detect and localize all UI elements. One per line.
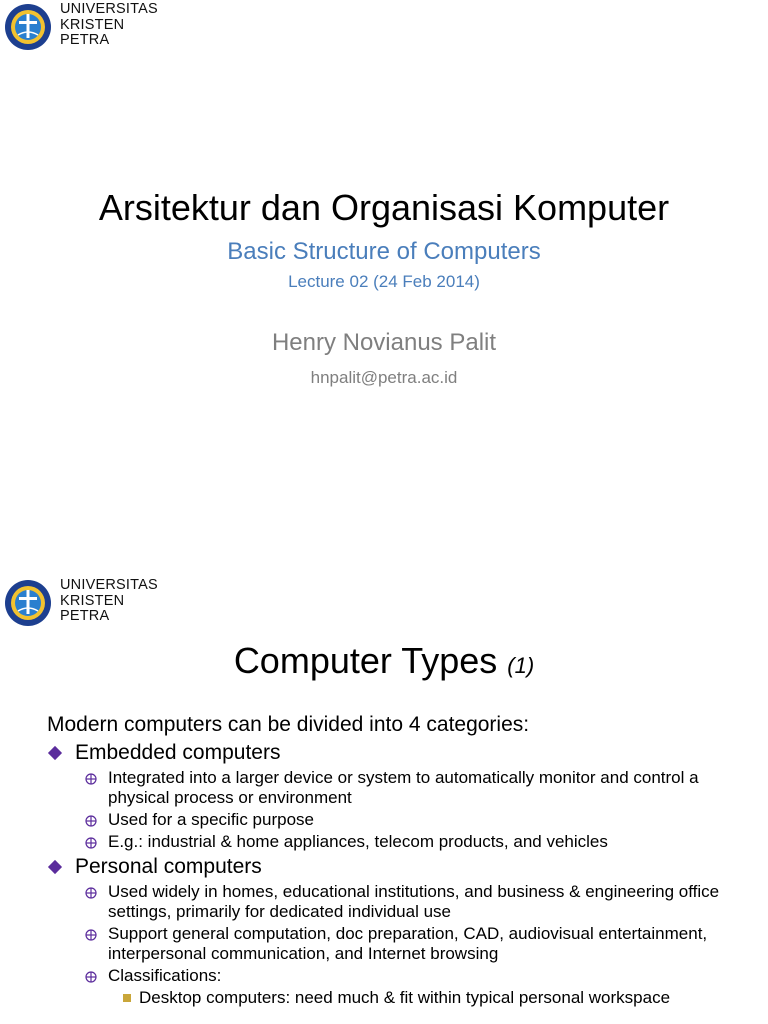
- bullet-level2: [85, 832, 747, 852]
- content-slide: [0, 576, 768, 1024]
- circled-cross-bullet-icon: [85, 815, 97, 827]
- bullet-level1: [47, 854, 747, 880]
- section-label: Embedded computers: [75, 741, 281, 764]
- author-name: Henry Novianus Palit: [271, 329, 497, 356]
- bullet-level2: [85, 966, 747, 986]
- logo-line: KRISTEN: [60, 16, 125, 33]
- bullet-level2: [85, 768, 747, 808]
- bullet-level1: [47, 740, 747, 766]
- section-label: Personal computers: [75, 855, 262, 878]
- bullet-level2: [85, 924, 747, 964]
- logo-text: [60, 2, 158, 49]
- intro-text: Modern computers can be divided into 4 categories:: [47, 713, 530, 736]
- slide-subtitle: Basic Structure of Computers: [227, 238, 541, 265]
- list-item: Integrated into a larger device or system to automatically monitor and control a physical process or environment: [108, 768, 699, 807]
- slide-title: [0, 640, 768, 682]
- university-logo: [4, 579, 158, 627]
- author-email: hnpalit@petra.ac.id: [310, 368, 458, 387]
- list-item: E.g.: industrial & home appliances, telecom products, and vehicles: [108, 832, 608, 851]
- bullet-level2: [85, 882, 747, 922]
- circled-cross-bullet-icon: [85, 929, 97, 941]
- diamond-bullet-icon: [48, 746, 62, 760]
- square-bullet-icon: [123, 994, 131, 1002]
- logo-line: UNIVERSITAS: [60, 577, 158, 593]
- university-logo: [4, 3, 158, 51]
- logo-line: PETRA: [60, 608, 110, 624]
- circled-cross-bullet-icon: [85, 887, 97, 899]
- bullet-level3: [123, 988, 747, 1008]
- bullet-level2: [85, 810, 747, 830]
- list-item: Used for a specific purpose: [108, 810, 314, 829]
- slide-body: [47, 712, 747, 1008]
- logo-line: KRISTEN: [60, 592, 125, 609]
- circled-cross-bullet-icon: [85, 971, 97, 983]
- university-seal-icon: [4, 579, 52, 627]
- logo-line: UNIVERSITAS: [60, 1, 158, 17]
- list-item: Classifications:: [108, 966, 222, 985]
- list-item: Used widely in homes, educational institutions, and business & engineering office settings, primarily for dedicated individual use: [108, 882, 720, 921]
- logo-line: PETRA: [60, 32, 110, 48]
- slide-title: Arsitektur dan Organisasi Komputer: [98, 187, 670, 228]
- list-item: Support general computation, doc preparation, CAD, audiovisual entertainment, interpersonal communication, and Internet browsing: [108, 924, 708, 963]
- slide-title-suffix: (1): [507, 653, 535, 678]
- circled-cross-bullet-icon: [85, 837, 97, 849]
- university-seal-icon: [4, 3, 52, 51]
- diamond-bullet-icon: [48, 860, 62, 874]
- list-subitem: Desktop computers: need much & fit within typical personal workspace: [139, 988, 671, 1007]
- logo-text: [60, 578, 158, 625]
- circled-cross-bullet-icon: [85, 773, 97, 785]
- lecture-info: Lecture 02 (24 Feb 2014): [288, 272, 480, 291]
- slide-title-text: Computer Types: [233, 640, 498, 681]
